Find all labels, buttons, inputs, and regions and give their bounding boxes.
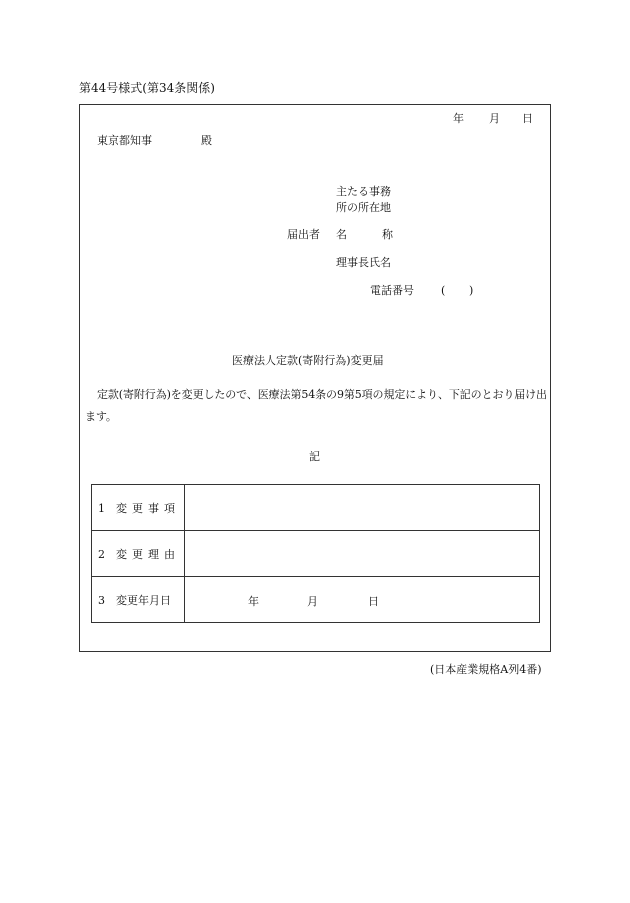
document-title: 医療法人定款(寄附行為)変更届 xyxy=(232,354,384,367)
items-table xyxy=(91,484,540,623)
item-number: 2 xyxy=(98,547,105,561)
ki-mark: 記 xyxy=(309,450,320,463)
filer-label: 届出者 xyxy=(287,228,320,241)
item-value-cell[interactable] xyxy=(185,485,540,531)
item-number: 3 xyxy=(98,593,105,607)
form-number: 第44号様式(第34条関係) xyxy=(79,81,215,95)
item-date-day: 日 xyxy=(368,595,379,608)
date-day-label: 日 xyxy=(522,112,533,125)
date-month-label: 月 xyxy=(489,112,500,125)
table-row xyxy=(92,485,540,531)
item-label-cell xyxy=(92,531,185,577)
body-text: 定款(寄附行為)を変更したので、医療法第54条の9第5項の規定により、下記のとおり届け出ます。 xyxy=(85,388,547,423)
addressee-honorific: 殿 xyxy=(201,134,212,147)
item-date-cell[interactable] xyxy=(185,577,540,623)
phone-paren-close: ) xyxy=(469,284,474,297)
name-label-part2: 称 xyxy=(382,228,393,241)
item-label-cell xyxy=(92,485,185,531)
date-year-label: 年 xyxy=(453,112,464,125)
item-label: 変更年月日 xyxy=(116,593,171,607)
phone-label: 電話番号 xyxy=(370,284,414,297)
address-label-line2: 所の所在地 xyxy=(336,201,391,214)
table-row xyxy=(92,531,540,577)
table-row xyxy=(92,577,540,623)
item-date-year: 年 xyxy=(248,595,259,608)
item-label-cell xyxy=(92,577,185,623)
item-value-cell[interactable] xyxy=(185,531,540,577)
chairman-label: 理事長氏名 xyxy=(336,256,391,269)
addressee-name: 東京都知事 xyxy=(97,134,152,147)
name-label-part1: 名 xyxy=(336,228,347,241)
phone-paren-open: ( xyxy=(441,284,446,297)
item-label: 変更理由 xyxy=(116,547,180,561)
item-number: 1 xyxy=(98,501,105,515)
item-date-month: 月 xyxy=(307,595,318,608)
address-label-line1: 主たる事務 xyxy=(336,185,391,198)
footer-paper-size: (日本産業規格A列4番) xyxy=(430,663,542,676)
item-label: 変更事項 xyxy=(116,501,180,515)
